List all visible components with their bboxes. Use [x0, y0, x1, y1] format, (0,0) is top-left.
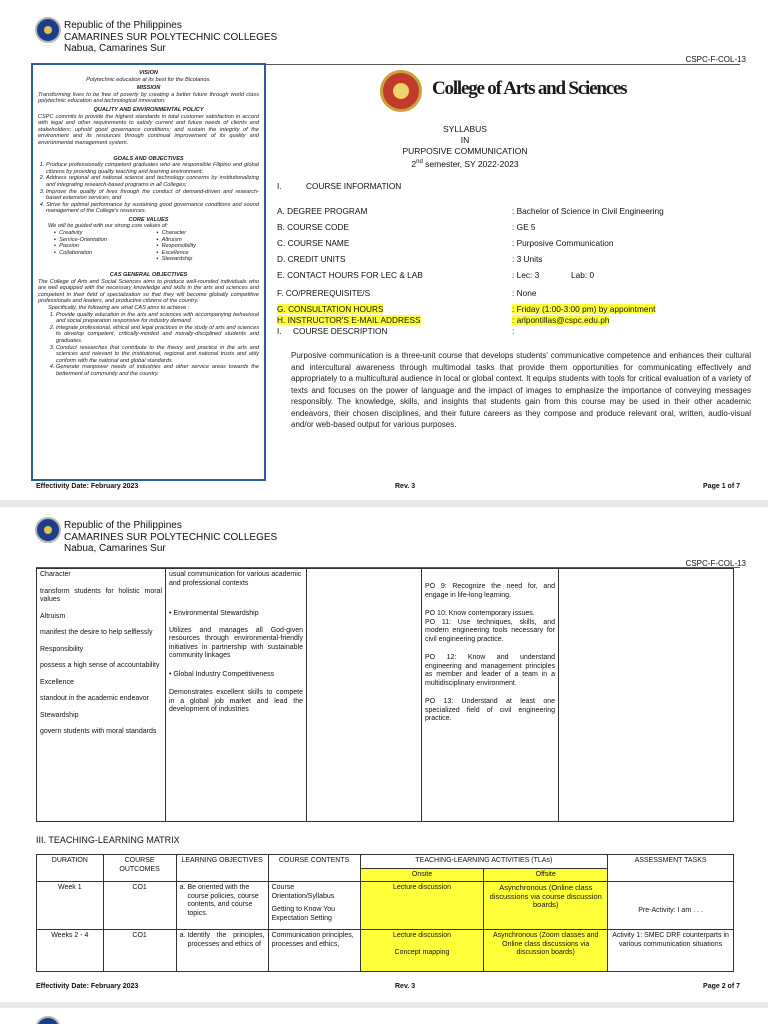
values-col-4 — [422, 569, 559, 822]
cas-item: 3. Conduct researches that contribute to the theory and practice in the arts and sciences and relevant to the institutional, regional and national trusts and ably conform with the national and global standards. — [56, 345, 259, 365]
cas-list — [38, 312, 259, 378]
goal-item: 3. Improve the quality of lives through the conduct of demand-driven and research-based extension services; and — [46, 189, 259, 202]
core-value: ▪ Collaboration — [54, 250, 157, 257]
header-address: Nabua, Camarines Sur — [64, 43, 166, 54]
col-header: DURATION — [37, 855, 104, 882]
semester-suffix: nd — [416, 159, 423, 165]
header-republic: Republic of the Philippines — [64, 20, 182, 31]
attribute-desc: usual communication for various academic and professional contexts — [169, 571, 302, 587]
footer-effectivity: Effectivity Date: February 2023 — [36, 983, 139, 990]
core-values-intro: We will be guided with our strong core values of: — [48, 223, 168, 230]
cell-onsite — [360, 930, 484, 972]
goal-item: 2. Address regional and national science and technology concerns by institutionalizing and integrating research-based programs in all Colleges; — [46, 175, 259, 188]
content-item: Course Orientation/Syllabus — [271, 884, 335, 900]
info-row-consultation — [277, 304, 656, 314]
cell-outcome: CO1 — [103, 930, 176, 972]
course-description: Purposive communication is a three-unit course that develops students' communicative competence and enhances their cultural and intercultural awareness through multimodal tasks that provide them opportunities for communicating effectively and appropriately to a multicultural audience in local or global context. It equips students with tools for critical evaluation of a variety of texts and focuses on the power of language and the impact of images to emphasize the importance of conveying messages responsibly. The knowledge, skills, and insights that students gain from this course may be used in their other academic endeavors, their chosen disciplines, and their future careers as they compose and produce relevant oral, written, audio-visual and/or web-based output for various purposes. — [291, 351, 751, 429]
info-value: : GE 5 — [512, 222, 536, 232]
core-values-title: CORE VALUES — [128, 216, 169, 223]
objective-letter: a. — [179, 932, 186, 939]
onsite-activity: Lecture discussion — [393, 884, 451, 891]
semester-number: 2 — [411, 158, 417, 169]
page-header — [64, 520, 277, 555]
cell-objective — [176, 882, 268, 930]
heading-number: I. — [277, 326, 282, 336]
page-3-partial — [0, 1008, 768, 1024]
school-seal-logo — [35, 1016, 61, 1024]
heading-colon: : — [512, 326, 515, 336]
info-value: : arlpontillas@cspc.edu.ph — [512, 315, 610, 325]
col-subheader-onsite: Onsite — [360, 868, 484, 882]
info-label: C. COURSE NAME — [277, 238, 350, 248]
core-value: ▪ Creativity — [54, 230, 157, 237]
info-value: : 3 Units — [512, 254, 543, 264]
info-value: : Friday (1:00-3:00 pm) by appointment — [512, 304, 656, 314]
cell-onsite — [360, 882, 484, 930]
matrix-title: III. TEACHING-LEARNING MATRIX — [36, 835, 180, 845]
values-col-5 — [559, 569, 734, 822]
vision-text: Polytechnic education at its best for the Bicolanos. — [86, 76, 211, 83]
heading-label: COURSE INFORMATION — [306, 181, 402, 191]
content-item: Getting to Know You Expectation Setting — [271, 906, 336, 922]
syllabus-in: IN — [460, 135, 470, 145]
value-desc: standout in the academic endeavor — [40, 695, 149, 702]
footer-effectivity: Effectivity Date: February 2023 — [36, 483, 139, 490]
values-col-2 — [166, 569, 307, 822]
program-outcome: PO 9: Recognize the need for, and engage in life-long learning. — [425, 583, 555, 599]
form-number: CSPC-F-COL-13 — [685, 55, 746, 64]
cas-item: 4. Generate manpower needs of industries and other service areas towards the betterment of community and the country. — [56, 364, 259, 377]
heading-label: COURSE DESCRIPTION — [293, 326, 388, 336]
col-subheader-offsite: Offsite — [484, 868, 608, 882]
core-value: ▪ Character — [157, 230, 260, 237]
info-value: : Bachelor of Science in Civil Engineering — [512, 206, 664, 216]
program-outcome: PO 11: Use techniques, skills, and modern engineering tools necessary for civil engineering practice. — [425, 618, 555, 643]
course-info-heading — [277, 181, 402, 191]
value-name: Excellence — [40, 678, 74, 686]
value-desc: transform students for holistic moral values — [40, 587, 162, 603]
info-label: B. COURSE CODE — [277, 222, 349, 232]
cell-offsite: Asynchronous (Online class discussions via course discussion boards) — [484, 882, 608, 930]
syllabus-title: SYLLABUS — [443, 124, 487, 134]
footer-page-number: Page 1 of 7 — [703, 483, 740, 490]
core-value: ▪ Responsibility — [157, 243, 260, 250]
attribute-desc: Utilizes and manages all God-given resources through environmental-friendly initiatives in partnership with sustainable community linkages — [169, 626, 303, 659]
vision-title: VISION — [139, 70, 158, 76]
college-title: College of Arts and Sciences — [432, 78, 627, 99]
value-desc: govern students with moral standards — [40, 728, 157, 735]
info-row-units — [277, 254, 543, 264]
info-value: : None — [512, 288, 537, 298]
vision-mission-box — [31, 63, 266, 481]
core-value: ▪ Service-Orientation — [54, 237, 157, 244]
page-2 — [0, 507, 768, 1002]
cell-offsite: Asynchronous (Zoom classes and Online class discussions via discussion boards) — [484, 930, 608, 972]
mission-text: Transforming lives to be free of poverty by creating a better future through world class polytechnic education and technological innovation. — [38, 91, 259, 105]
info-value: : Purposive Communication — [512, 238, 614, 248]
college-logo-center — [393, 83, 409, 99]
cell-assessment: Activity 1: SMEC DRF counterparts in various communication situations — [608, 930, 734, 972]
col-header: TEACHING-LEARNING ACTIVITIES (TLAs) — [360, 855, 607, 869]
info-row-degree — [277, 206, 664, 216]
header-college: CAMARINES SUR POLYTECHNIC COLLEGES — [64, 31, 278, 43]
cell-objective — [176, 930, 268, 972]
cell-content — [268, 930, 360, 972]
value-name: Stewardship — [40, 711, 79, 719]
policy-text: CSPC commits to provide the highest standards in total customer satisfaction in accord with legal and other requirements to satisfy current and future needs of clients and stakeholders; uphold good governance conditions; and sustain the integrity of the environment and its resources through continual improvement of its quality and environmental management system. — [38, 113, 259, 146]
goals-title: GOALS AND OBJECTIVES — [113, 155, 184, 162]
footer-revision: Rev. 3 — [395, 983, 416, 990]
col-header: COURSE OUTCOMES — [103, 855, 176, 882]
cell-outcome: CO1 — [103, 882, 176, 930]
onsite-activity: Concept mapping — [394, 948, 450, 956]
syllabus-subject: PURPOSIVE COMMUNICATION — [402, 146, 528, 156]
values-col-1 — [37, 569, 166, 822]
cas-item: 1. Provide quality education in the arts and sciences with accompanying behavioral and social preparation responsive for industry demand. — [56, 312, 259, 325]
info-label: H. INSTRUCTOR'S E-MAIL ADDRESS — [277, 315, 421, 325]
attribute-name: • Global Industry Competitiveness — [169, 670, 275, 678]
school-seal-logo — [35, 17, 61, 43]
footer-revision: Rev. 3 — [395, 483, 416, 490]
goal-item: 1. Produce professionally competent graduates who are responsible Filipino and global citizens by providing quality teaching and learning environment; — [46, 162, 259, 175]
page-1 — [0, 0, 768, 500]
info-label: E. CONTACT HOURS FOR LEC & LAB — [277, 270, 423, 280]
matrix-header-row — [37, 855, 734, 869]
school-seal-logo — [35, 517, 61, 543]
cell-assessment: Pre-Activity: I am . . . — [608, 882, 734, 930]
info-value: : Lec: 3 — [512, 270, 540, 280]
info-value-lab: Lab: 0 — [571, 270, 595, 280]
col-header: LEARNING OBJECTIVES — [176, 855, 268, 882]
core-value: ▪ Excellence — [157, 250, 260, 257]
values-table — [36, 568, 734, 822]
col-header: ASSESSMENT TASKS — [608, 855, 734, 882]
info-row-name — [277, 238, 614, 248]
header-republic: Republic of the Philippines — [64, 520, 182, 531]
value-name: Character — [40, 571, 71, 578]
info-row-email — [277, 315, 610, 325]
attribute-name: • Environmental Stewardship — [169, 610, 259, 617]
cas-intro: The College of Arts and Social Sciences aims to produce well-rounded individuals who are well equipped with the necessary knowledge and skills in the arts and sciences and competent in their field of specialization so that they will become globally competitive professionals and leaders, and productive citizens of the country. — [38, 278, 259, 305]
goals-list — [38, 162, 259, 215]
value-name: Responsibility — [40, 645, 84, 653]
core-values-list — [38, 230, 259, 263]
content-item: Communication principles, processes and ethics, — [271, 932, 354, 948]
program-outcome: PO 12: Know and understand engineering and management principles as member and leader of a team in a multidisciplinary environment. — [425, 654, 555, 687]
syllabus-semester — [300, 157, 630, 169]
value-desc: manifest the desire to help selflessly — [40, 629, 153, 636]
cell-duration: Weeks 2 - 4 — [37, 930, 104, 972]
objective-letter: a. — [179, 884, 186, 891]
heading-number: I. — [277, 181, 282, 191]
info-row-hours — [277, 270, 595, 280]
core-value: ▪ Altruism — [157, 237, 260, 244]
core-value: ▪ Passion — [54, 243, 157, 250]
value-desc: possess a high sense of accountability — [40, 662, 160, 669]
cell-content — [268, 882, 360, 930]
values-col-3 — [307, 569, 422, 822]
info-label: G. CONSULTATION HOURS — [277, 304, 384, 314]
info-label: F. CO/PREREQUISITE/S — [277, 288, 371, 298]
page-header — [64, 20, 277, 55]
attribute-desc: Demonstrates excellent skills to compete in a global job market and lead the development of industries — [169, 689, 303, 713]
info-row-prereq — [277, 288, 537, 298]
value-name: Altruism — [40, 612, 66, 620]
info-label: A. DEGREE PROGRAM — [277, 206, 368, 216]
onsite-activity: Lecture discussion — [393, 932, 451, 939]
col-header: COURSE CONTENTS — [268, 855, 360, 882]
program-outcome: PO 10: Know contemporary issues. — [425, 610, 535, 617]
header-college: CAMARINES SUR POLYTECHNIC COLLEGES — [64, 531, 278, 543]
goal-item: 4. Strive for optimal performance by sustaining good governance conditions and sound management of the College's resources. — [46, 202, 259, 215]
college-logo — [380, 70, 422, 112]
semester-year: semester, SY 2022-2023 — [422, 158, 519, 169]
table-row — [37, 882, 734, 930]
teaching-learning-matrix — [36, 854, 734, 972]
footer-page-number: Page 2 of 7 — [703, 983, 740, 990]
course-description-heading — [277, 326, 515, 336]
cas-item: 2. Integrate professional, ethical and legal practices in the study of arts and sciences to develop competent, critically-minded and morally-disciplined students and graduates. — [56, 325, 259, 345]
objective-text: Identify the principles, processes and ethics of — [187, 932, 265, 948]
cas-aims: Specifically, the following are what CAS aims to achieve : — [48, 305, 190, 311]
header-address: Nabua, Camarines Sur — [64, 543, 166, 554]
cas-objectives-title: CAS GENERAL OBJECTIVES — [109, 272, 188, 279]
info-label: D. CREDIT UNITS — [277, 254, 346, 264]
core-value: ▪ Stewardship — [157, 256, 260, 263]
info-row-code — [277, 222, 536, 232]
mission-title: MISSION — [136, 85, 161, 92]
policy-title: QUALITY AND ENVIRONMENTAL POLICY — [93, 106, 204, 113]
objective-text: Be oriented with the course policies, course contents, and course topics. — [187, 884, 259, 917]
program-outcome: PO 13: Understand at least one specialized field of civil engineering practice. — [425, 698, 555, 722]
form-number: CSPC-F-COL-13 — [685, 559, 746, 568]
cell-duration: Week 1 — [37, 882, 104, 930]
table-row — [37, 930, 734, 972]
